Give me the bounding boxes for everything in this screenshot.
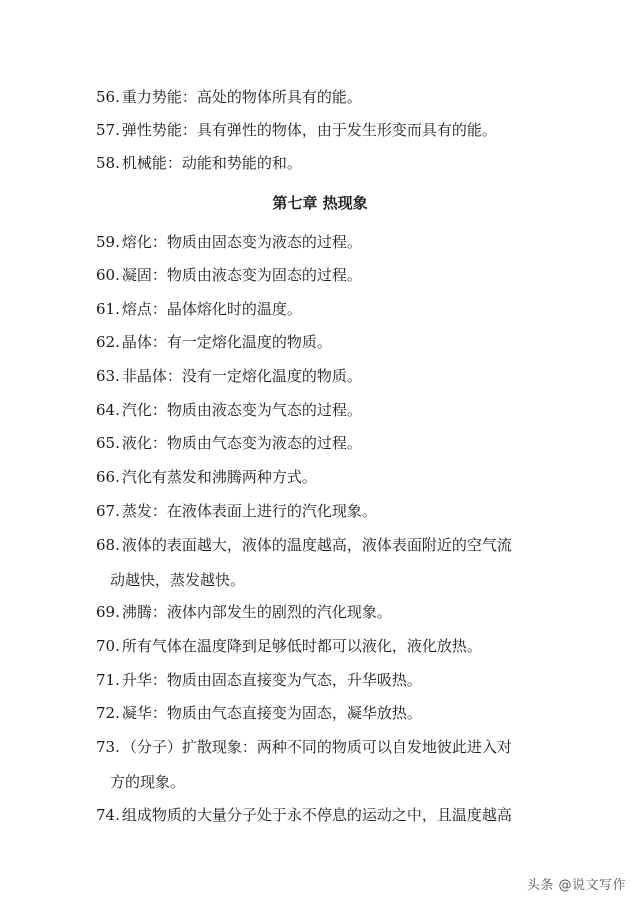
item-text: 汽化有蒸发和沸腾两种方式。	[121, 468, 317, 486]
list-item	[96, 367, 556, 385]
item-number: 58.	[96, 154, 120, 172]
item-text: 升华：物质由固态直接变为气态，升华吸热。	[121, 671, 422, 689]
watermark: 头条 @说文写作	[526, 878, 626, 893]
item-number: 62.	[96, 333, 120, 351]
list-item	[96, 603, 556, 621]
item-text: 凝华：物质由气态直接变为固态，凝华放热。	[121, 704, 422, 722]
list-item	[96, 266, 556, 284]
list-item	[96, 637, 556, 655]
list-item	[96, 434, 556, 452]
item-number: 66.	[96, 468, 120, 486]
item-number: 60.	[96, 266, 120, 284]
item-text: 液体的表面越大，液体的温度越高，液体表面附近的空气流	[121, 536, 512, 554]
item-number: 63.	[96, 367, 120, 385]
item-text: （分子）扩散现象：两种不同的物质可以自发地彼此进入对	[121, 738, 512, 756]
item-text: 非晶体：没有一定熔化温度的物质。	[121, 367, 362, 385]
item-text: 组成物质的大量分子处于永不停息的运动之中，且温度越高	[121, 806, 512, 824]
item-number: 61.	[96, 300, 120, 318]
list-item	[96, 704, 556, 722]
item-text: 液化：物质由气态变为液态的过程。	[121, 434, 362, 452]
item-text: 凝固：物质由液态变为固态的过程。	[121, 266, 362, 284]
list-item	[96, 88, 556, 106]
item-number: 72.	[96, 704, 120, 722]
chapter-title: 第七章 热现象	[272, 194, 368, 212]
item-text: 沸腾：液体内部发生的剧烈的汽化现象。	[121, 603, 392, 621]
item-text: 蒸发：在液体表面上进行的汽化现象。	[121, 502, 377, 520]
item-number: 64.	[96, 401, 120, 419]
item-text: 汽化：物质由液态变为气态的过程。	[121, 401, 362, 419]
item-text: 机械能：动能和势能的和。	[121, 154, 302, 172]
list-item	[96, 738, 556, 791]
list-item	[96, 401, 556, 419]
item-text: 熔化：物质由固态变为液态的过程。	[121, 233, 362, 251]
list-item	[96, 154, 556, 172]
item-text: 重力势能：高处的物体所具有的能。	[121, 88, 362, 106]
item-number: 56.	[96, 88, 120, 106]
item-number: 70.	[96, 637, 120, 655]
item-number: 73.	[96, 738, 120, 756]
item-text: 晶体：有一定熔化温度的物质。	[121, 333, 332, 351]
list-item	[96, 121, 556, 139]
item-number: 71.	[96, 671, 120, 689]
list-item	[96, 671, 556, 689]
item-text-continuation: 动越快，蒸发越快。	[110, 571, 246, 589]
item-number: 67.	[96, 502, 120, 520]
item-text: 弹性势能：具有弹性的物体，由于发生形变而具有的能。	[121, 121, 497, 139]
item-text: 所有气体在温度降到足够低时都可以液化，液化放热。	[121, 637, 482, 655]
item-number: 65.	[96, 434, 120, 452]
list-item	[96, 233, 556, 251]
item-number: 74.	[96, 806, 120, 824]
list-item	[96, 806, 556, 824]
item-number: 68.	[96, 536, 120, 554]
list-item	[96, 502, 556, 520]
list-item	[96, 333, 556, 351]
item-text-continuation: 方的现象。	[110, 773, 186, 791]
item-number: 57.	[96, 121, 120, 139]
item-number: 69.	[96, 603, 120, 621]
item-number: 59.	[96, 233, 120, 251]
list-item	[96, 536, 556, 589]
list-item	[96, 468, 556, 486]
list-item	[96, 300, 556, 318]
item-text: 熔点：晶体熔化时的温度。	[121, 300, 302, 318]
